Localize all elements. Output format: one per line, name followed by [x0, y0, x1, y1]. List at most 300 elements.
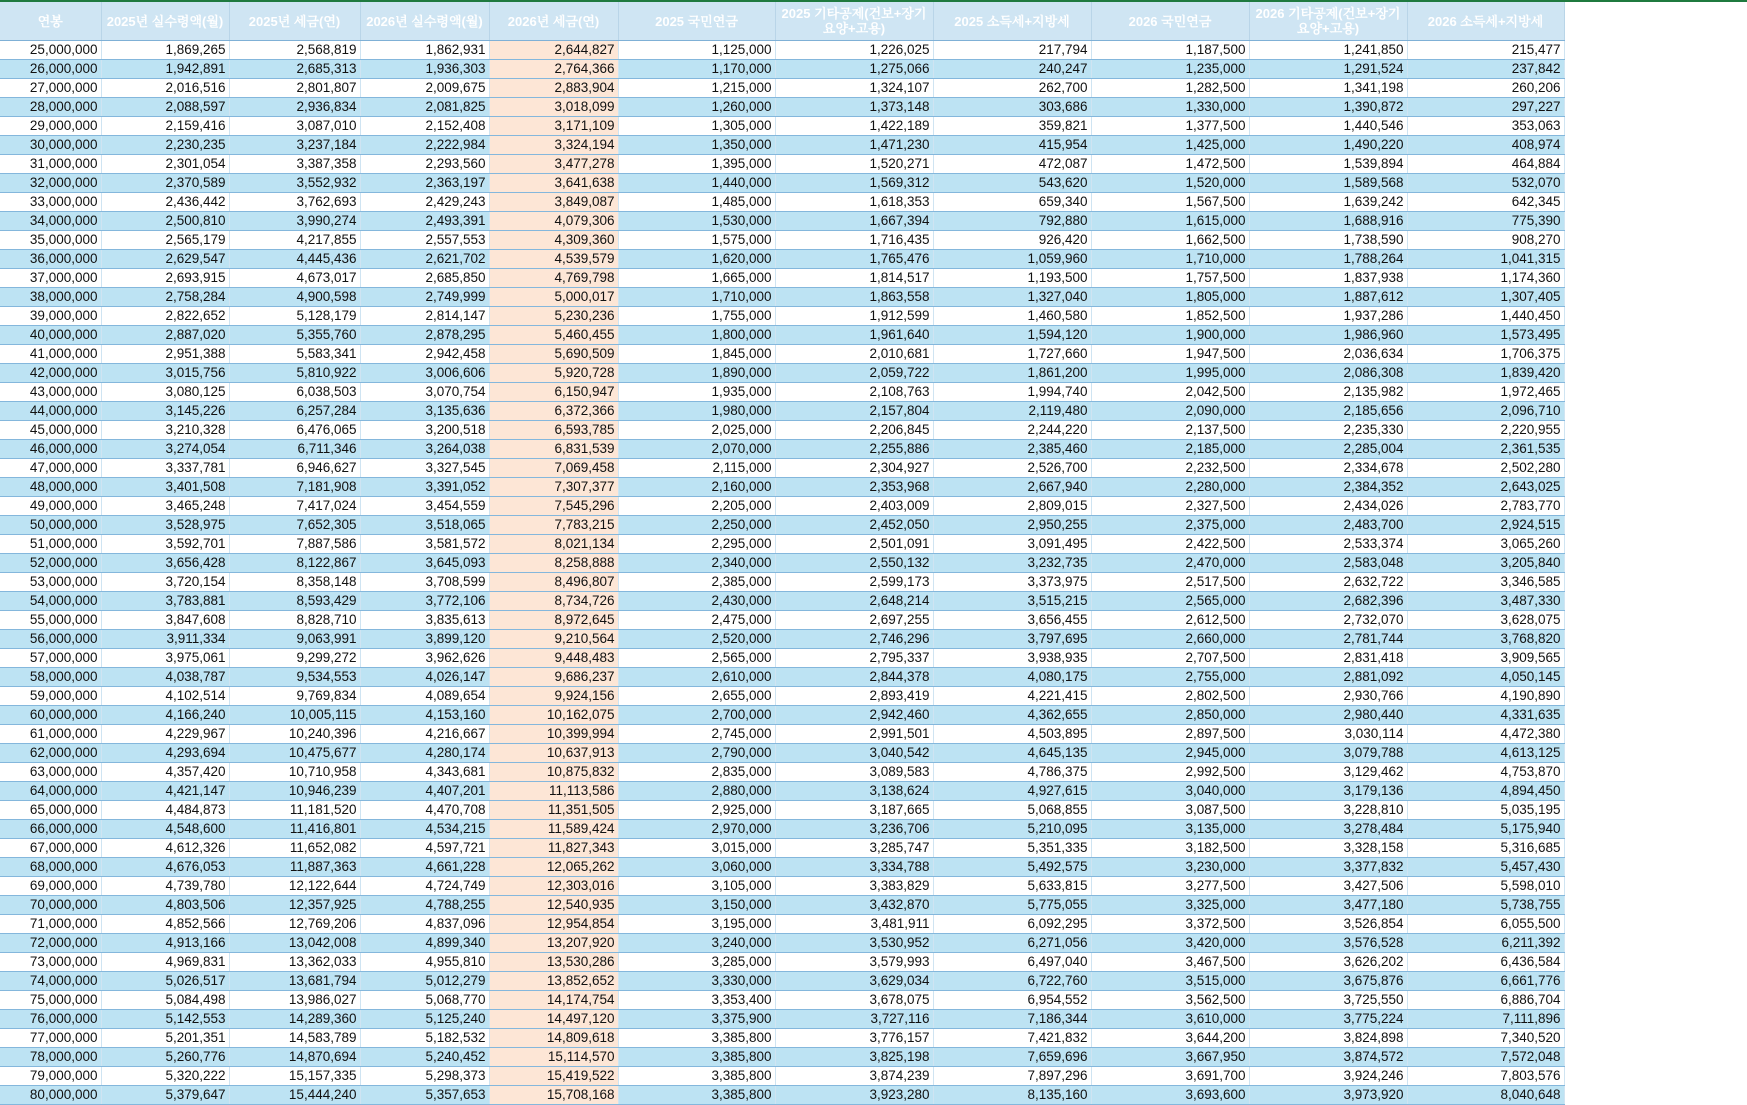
table-cell[interactable]: 6,257,284	[229, 402, 360, 421]
table-cell[interactable]: 2,565,000	[1091, 592, 1249, 611]
table-cell[interactable]: 46,000,000	[0, 440, 101, 459]
table-cell[interactable]: 3,835,613	[360, 611, 489, 630]
table-cell[interactable]: 3,656,455	[933, 611, 1091, 630]
table-cell[interactable]: 2,135,982	[1249, 383, 1407, 402]
table-cell[interactable]: 926,420	[933, 231, 1091, 250]
table-cell[interactable]: 2,452,050	[775, 516, 933, 535]
table-cell[interactable]: 4,613,125	[1407, 744, 1564, 763]
table-cell[interactable]: 3,129,462	[1249, 763, 1407, 782]
table-cell[interactable]: 3,420,000	[1091, 934, 1249, 953]
table-cell[interactable]: 10,162,075	[489, 706, 618, 725]
table-cell[interactable]: 51,000,000	[0, 535, 101, 554]
table-cell[interactable]: 1,422,189	[775, 117, 933, 136]
table-cell[interactable]: 2,327,500	[1091, 497, 1249, 516]
table-cell[interactable]: 34,000,000	[0, 212, 101, 231]
table-cell[interactable]: 3,579,993	[775, 953, 933, 972]
table-cell[interactable]: 3,644,200	[1091, 1029, 1249, 1048]
table-cell[interactable]: 2,632,722	[1249, 573, 1407, 592]
table-cell[interactable]: 472,087	[933, 155, 1091, 174]
table-cell[interactable]: 40,000,000	[0, 326, 101, 345]
table-cell[interactable]: 3,285,000	[618, 953, 775, 972]
table-cell[interactable]: 1,665,000	[618, 269, 775, 288]
table-cell[interactable]: 2,090,000	[1091, 402, 1249, 421]
table-cell[interactable]: 3,353,400	[618, 991, 775, 1010]
table-cell[interactable]: 5,690,509	[489, 345, 618, 364]
table-cell[interactable]: 74,000,000	[0, 972, 101, 991]
table-cell[interactable]: 5,068,770	[360, 991, 489, 1010]
table-cell[interactable]: 2,430,000	[618, 592, 775, 611]
table-cell[interactable]: 3,277,500	[1091, 877, 1249, 896]
table-cell[interactable]: 2,384,352	[1249, 478, 1407, 497]
table-cell[interactable]: 3,487,330	[1407, 592, 1564, 611]
table-cell[interactable]: 11,652,082	[229, 839, 360, 858]
table-cell[interactable]: 4,534,215	[360, 820, 489, 839]
table-cell[interactable]: 1,662,500	[1091, 231, 1249, 250]
table-cell[interactable]: 31,000,000	[0, 155, 101, 174]
table-cell[interactable]: 11,416,801	[229, 820, 360, 839]
table-cell[interactable]: 4,309,360	[489, 231, 618, 250]
table-cell[interactable]: 1,260,000	[618, 98, 775, 117]
table-cell[interactable]: 3,849,087	[489, 193, 618, 212]
table-cell[interactable]: 4,786,375	[933, 763, 1091, 782]
table-cell[interactable]: 1,716,435	[775, 231, 933, 250]
table-cell[interactable]: 1,226,025	[775, 41, 933, 60]
table-cell[interactable]: 1,440,546	[1249, 117, 1407, 136]
table-cell[interactable]: 2,936,834	[229, 98, 360, 117]
table-cell[interactable]: 1,615,000	[1091, 212, 1249, 231]
table-cell[interactable]: 7,572,048	[1407, 1048, 1564, 1067]
table-cell[interactable]: 2,222,984	[360, 136, 489, 155]
table-cell[interactable]: 9,686,237	[489, 668, 618, 687]
table-cell[interactable]: 2,945,000	[1091, 744, 1249, 763]
table-cell[interactable]: 50,000,000	[0, 516, 101, 535]
table-cell[interactable]: 45,000,000	[0, 421, 101, 440]
table-cell[interactable]: 67,000,000	[0, 839, 101, 858]
table-cell[interactable]: 63,000,000	[0, 763, 101, 782]
table-cell[interactable]: 1,569,312	[775, 174, 933, 193]
table-cell[interactable]: 71,000,000	[0, 915, 101, 934]
table-cell[interactable]: 2,814,147	[360, 307, 489, 326]
table-cell[interactable]: 3,874,572	[1249, 1048, 1407, 1067]
table-cell[interactable]: 2,500,810	[101, 212, 229, 231]
table-cell[interactable]: 4,894,450	[1407, 782, 1564, 801]
table-cell[interactable]: 2,881,092	[1249, 668, 1407, 687]
table-cell[interactable]: 10,475,677	[229, 744, 360, 763]
table-cell[interactable]: 1,861,200	[933, 364, 1091, 383]
table-cell[interactable]: 3,481,911	[775, 915, 933, 934]
table-cell[interactable]: 1,912,599	[775, 307, 933, 326]
table-cell[interactable]: 1,373,148	[775, 98, 933, 117]
table-cell[interactable]: 3,528,975	[101, 516, 229, 535]
table-cell[interactable]: 42,000,000	[0, 364, 101, 383]
table-cell[interactable]: 1,567,500	[1091, 193, 1249, 212]
table-cell[interactable]: 5,320,222	[101, 1067, 229, 1086]
table-cell[interactable]: 3,385,800	[618, 1048, 775, 1067]
table-cell[interactable]: 415,954	[933, 136, 1091, 155]
table-cell[interactable]: 6,711,346	[229, 440, 360, 459]
table-cell[interactable]: 4,837,096	[360, 915, 489, 934]
table-cell[interactable]: 659,340	[933, 193, 1091, 212]
table-cell[interactable]: 2,801,807	[229, 79, 360, 98]
table-cell[interactable]: 4,803,506	[101, 896, 229, 915]
table-cell[interactable]: 7,111,896	[1407, 1010, 1564, 1029]
table-cell[interactable]: 1,863,558	[775, 288, 933, 307]
table-cell[interactable]: 8,122,867	[229, 554, 360, 573]
table-cell[interactable]: 3,385,800	[618, 1067, 775, 1086]
table-cell[interactable]: 3,768,820	[1407, 630, 1564, 649]
table-cell[interactable]: 4,645,135	[933, 744, 1091, 763]
table-cell[interactable]: 4,753,870	[1407, 763, 1564, 782]
table-cell[interactable]: 792,880	[933, 212, 1091, 231]
table-cell[interactable]: 2,301,054	[101, 155, 229, 174]
table-cell[interactable]: 3,727,116	[775, 1010, 933, 1029]
table-cell[interactable]: 61,000,000	[0, 725, 101, 744]
table-cell[interactable]: 2,685,313	[229, 60, 360, 79]
table-cell[interactable]: 3,015,000	[618, 839, 775, 858]
table-cell[interactable]: 3,762,693	[229, 193, 360, 212]
table-cell[interactable]: 2,220,955	[1407, 421, 1564, 440]
table-cell[interactable]: 5,351,335	[933, 839, 1091, 858]
table-cell[interactable]: 10,637,913	[489, 744, 618, 763]
table-cell[interactable]: 543,620	[933, 174, 1091, 193]
table-cell[interactable]: 1,350,000	[618, 136, 775, 155]
table-cell[interactable]: 53,000,000	[0, 573, 101, 592]
table-cell[interactable]: 2,893,419	[775, 687, 933, 706]
table-cell[interactable]: 2,042,500	[1091, 383, 1249, 402]
table-cell[interactable]: 2,244,220	[933, 421, 1091, 440]
table-cell[interactable]: 353,063	[1407, 117, 1564, 136]
table-cell[interactable]: 6,497,040	[933, 953, 1091, 972]
table-cell[interactable]: 2,185,656	[1249, 402, 1407, 421]
table-cell[interactable]: 5,012,279	[360, 972, 489, 991]
table-cell[interactable]: 5,000,017	[489, 288, 618, 307]
table-cell[interactable]: 3,285,747	[775, 839, 933, 858]
table-cell[interactable]: 1,324,107	[775, 79, 933, 98]
table-cell[interactable]: 3,327,545	[360, 459, 489, 478]
table-cell[interactable]: 4,676,053	[101, 858, 229, 877]
table-cell[interactable]: 4,050,145	[1407, 668, 1564, 687]
table-cell[interactable]: 2,475,000	[618, 611, 775, 630]
table-cell[interactable]: 3,274,054	[101, 440, 229, 459]
table-cell[interactable]: 2,340,000	[618, 554, 775, 573]
table-cell[interactable]: 3,576,528	[1249, 934, 1407, 953]
table-cell[interactable]: 2,764,366	[489, 60, 618, 79]
table-cell[interactable]: 7,069,458	[489, 459, 618, 478]
table-cell[interactable]: 10,399,994	[489, 725, 618, 744]
table-cell[interactable]: 1,972,465	[1407, 383, 1564, 402]
table-cell[interactable]: 2,025,000	[618, 421, 775, 440]
table-cell[interactable]: 4,038,787	[101, 668, 229, 687]
table-cell[interactable]: 2,185,000	[1091, 440, 1249, 459]
table-cell[interactable]: 3,018,099	[489, 98, 618, 117]
table-cell[interactable]: 10,875,832	[489, 763, 618, 782]
table-cell[interactable]: 25,000,000	[0, 41, 101, 60]
table-cell[interactable]: 8,828,710	[229, 611, 360, 630]
table-cell[interactable]: 54,000,000	[0, 592, 101, 611]
table-cell[interactable]: 1,852,500	[1091, 307, 1249, 326]
table-cell[interactable]: 15,114,570	[489, 1048, 618, 1067]
table-cell[interactable]: 1,890,000	[618, 364, 775, 383]
table-cell[interactable]: 1,327,040	[933, 288, 1091, 307]
table-cell[interactable]: 4,969,831	[101, 953, 229, 972]
table-cell[interactable]: 5,084,498	[101, 991, 229, 1010]
table-cell[interactable]: 6,946,627	[229, 459, 360, 478]
table-cell[interactable]: 2,746,296	[775, 630, 933, 649]
table-cell[interactable]: 3,626,202	[1249, 953, 1407, 972]
table-cell[interactable]: 3,182,500	[1091, 839, 1249, 858]
table-cell[interactable]: 1,170,000	[618, 60, 775, 79]
table-cell[interactable]: 6,211,392	[1407, 934, 1564, 953]
table-cell[interactable]: 2,250,000	[618, 516, 775, 535]
table-cell[interactable]: 1,667,394	[775, 212, 933, 231]
table-cell[interactable]: 3,324,194	[489, 136, 618, 155]
table-cell[interactable]: 2,520,000	[618, 630, 775, 649]
table-cell[interactable]: 11,827,343	[489, 839, 618, 858]
table-cell[interactable]: 4,927,615	[933, 782, 1091, 801]
table-cell[interactable]: 1,390,872	[1249, 98, 1407, 117]
table-cell[interactable]: 14,583,789	[229, 1029, 360, 1048]
table-cell[interactable]: 14,870,694	[229, 1048, 360, 1067]
table-cell[interactable]: 2,070,000	[618, 440, 775, 459]
header-2026-income-tax[interactable]: 2026 소득세+지방세	[1407, 2, 1564, 41]
table-cell[interactable]: 1,440,000	[618, 174, 775, 193]
table-cell[interactable]: 3,080,125	[101, 383, 229, 402]
table-cell[interactable]: 1,425,000	[1091, 136, 1249, 155]
table-cell[interactable]: 6,593,785	[489, 421, 618, 440]
table-cell[interactable]: 4,955,810	[360, 953, 489, 972]
table-cell[interactable]: 2,660,000	[1091, 630, 1249, 649]
table-cell[interactable]: 3,187,665	[775, 801, 933, 820]
table-cell[interactable]: 2,152,408	[360, 117, 489, 136]
table-cell[interactable]: 1,688,916	[1249, 212, 1407, 231]
table-cell[interactable]: 3,924,246	[1249, 1067, 1407, 1086]
table-cell[interactable]: 1,193,500	[933, 269, 1091, 288]
table-cell[interactable]: 1,618,353	[775, 193, 933, 212]
table-cell[interactable]: 4,229,967	[101, 725, 229, 744]
table-cell[interactable]: 5,460,455	[489, 326, 618, 345]
table-cell[interactable]: 73,000,000	[0, 953, 101, 972]
table-cell[interactable]: 2,088,597	[101, 98, 229, 117]
table-cell[interactable]: 1,937,286	[1249, 307, 1407, 326]
table-cell[interactable]: 3,720,154	[101, 573, 229, 592]
table-cell[interactable]: 3,171,109	[489, 117, 618, 136]
table-cell[interactable]: 2,385,000	[618, 573, 775, 592]
table-cell[interactable]: 2,942,458	[360, 345, 489, 364]
table-cell[interactable]: 2,206,845	[775, 421, 933, 440]
table-cell[interactable]: 3,040,542	[775, 744, 933, 763]
table-cell[interactable]: 2,667,940	[933, 478, 1091, 497]
table-cell[interactable]: 3,923,280	[775, 1086, 933, 1105]
table-cell[interactable]: 6,661,776	[1407, 972, 1564, 991]
table-cell[interactable]: 3,385,800	[618, 1029, 775, 1048]
table-cell[interactable]: 3,278,484	[1249, 820, 1407, 839]
table-cell[interactable]: 5,492,575	[933, 858, 1091, 877]
table-cell[interactable]: 1,837,938	[1249, 269, 1407, 288]
table-cell[interactable]: 57,000,000	[0, 649, 101, 668]
table-cell[interactable]: 642,345	[1407, 193, 1564, 212]
table-cell[interactable]: 3,641,638	[489, 174, 618, 193]
table-cell[interactable]: 1,935,000	[618, 383, 775, 402]
table-cell[interactable]: 1,788,264	[1249, 250, 1407, 269]
table-cell[interactable]: 3,387,358	[229, 155, 360, 174]
table-cell[interactable]: 48,000,000	[0, 478, 101, 497]
table-cell[interactable]: 6,722,760	[933, 972, 1091, 991]
table-cell[interactable]: 3,530,952	[775, 934, 933, 953]
table-cell[interactable]: 52,000,000	[0, 554, 101, 573]
table-cell[interactable]: 4,539,579	[489, 250, 618, 269]
table-cell[interactable]: 2,526,700	[933, 459, 1091, 478]
table-cell[interactable]: 2,583,048	[1249, 554, 1407, 573]
table-cell[interactable]: 908,270	[1407, 231, 1564, 250]
table-cell[interactable]: 4,080,175	[933, 668, 1091, 687]
table-cell[interactable]: 3,656,428	[101, 554, 229, 573]
table-cell[interactable]: 6,476,065	[229, 421, 360, 440]
table-cell[interactable]: 6,372,366	[489, 402, 618, 421]
table-cell[interactable]: 41,000,000	[0, 345, 101, 364]
table-cell[interactable]: 2,781,744	[1249, 630, 1407, 649]
table-cell[interactable]: 12,540,935	[489, 896, 618, 915]
header-2025-pension[interactable]: 2025 국민연금	[618, 2, 775, 41]
table-cell[interactable]: 2,295,000	[618, 535, 775, 554]
table-cell[interactable]: 5,035,195	[1407, 801, 1564, 820]
table-cell[interactable]: 3,373,975	[933, 573, 1091, 592]
table-cell[interactable]: 2,159,416	[101, 117, 229, 136]
table-cell[interactable]: 1,520,000	[1091, 174, 1249, 193]
table-cell[interactable]: 3,375,900	[618, 1010, 775, 1029]
table-cell[interactable]: 1,589,568	[1249, 174, 1407, 193]
table-cell[interactable]: 3,552,932	[229, 174, 360, 193]
table-cell[interactable]: 68,000,000	[0, 858, 101, 877]
table-cell[interactable]: 3,135,000	[1091, 820, 1249, 839]
table-cell[interactable]: 1,520,271	[775, 155, 933, 174]
table-cell[interactable]: 12,769,206	[229, 915, 360, 934]
table-cell[interactable]: 7,307,377	[489, 478, 618, 497]
table-cell[interactable]: 4,190,890	[1407, 687, 1564, 706]
table-cell[interactable]: 6,831,539	[489, 440, 618, 459]
table-cell[interactable]: 1,706,375	[1407, 345, 1564, 364]
table-cell[interactable]: 4,739,780	[101, 877, 229, 896]
table-cell[interactable]: 3,228,810	[1249, 801, 1407, 820]
table-cell[interactable]: 3,515,000	[1091, 972, 1249, 991]
table-cell[interactable]: 4,217,855	[229, 231, 360, 250]
table-cell[interactable]: 10,946,239	[229, 782, 360, 801]
table-cell[interactable]: 10,005,115	[229, 706, 360, 725]
table-cell[interactable]: 49,000,000	[0, 497, 101, 516]
table-cell[interactable]: 4,216,667	[360, 725, 489, 744]
table-cell[interactable]: 1,900,000	[1091, 326, 1249, 345]
table-cell[interactable]: 3,678,075	[775, 991, 933, 1010]
table-cell[interactable]: 7,897,296	[933, 1067, 1091, 1086]
header-2026-tax-annual[interactable]: 2026년 세금(연)	[489, 2, 618, 41]
table-cell[interactable]: 5,068,855	[933, 801, 1091, 820]
table-cell[interactable]: 5,598,010	[1407, 877, 1564, 896]
table-cell[interactable]: 215,477	[1407, 41, 1564, 60]
table-cell[interactable]: 1,738,590	[1249, 231, 1407, 250]
table-cell[interactable]: 3,990,274	[229, 212, 360, 231]
header-salary[interactable]: 연봉	[0, 2, 101, 41]
table-cell[interactable]: 3,797,695	[933, 630, 1091, 649]
table-cell[interactable]: 7,783,215	[489, 516, 618, 535]
table-cell[interactable]: 36,000,000	[0, 250, 101, 269]
table-cell[interactable]: 5,355,760	[229, 326, 360, 345]
table-cell[interactable]: 6,436,584	[1407, 953, 1564, 972]
header-2026-other-deductions[interactable]: 2026 기타공제(건보+장기요양+고용)	[1249, 2, 1407, 41]
table-cell[interactable]: 1,341,198	[1249, 79, 1407, 98]
table-cell[interactable]: 55,000,000	[0, 611, 101, 630]
table-cell[interactable]: 4,724,749	[360, 877, 489, 896]
table-cell[interactable]: 15,708,168	[489, 1086, 618, 1105]
table-cell[interactable]: 3,708,599	[360, 573, 489, 592]
table-cell[interactable]: 3,230,000	[1091, 858, 1249, 877]
table-cell[interactable]: 1,765,476	[775, 250, 933, 269]
table-cell[interactable]: 2,844,378	[775, 668, 933, 687]
table-cell[interactable]: 2,783,770	[1407, 497, 1564, 516]
table-cell[interactable]: 2,707,500	[1091, 649, 1249, 668]
table-cell[interactable]: 77,000,000	[0, 1029, 101, 1048]
table-cell[interactable]: 2,809,015	[933, 497, 1091, 516]
table-cell[interactable]: 5,810,922	[229, 364, 360, 383]
table-cell[interactable]: 9,210,564	[489, 630, 618, 649]
table-cell[interactable]: 2,648,214	[775, 592, 933, 611]
table-cell[interactable]: 3,346,585	[1407, 573, 1564, 592]
table-cell[interactable]: 5,201,351	[101, 1029, 229, 1048]
table-cell[interactable]: 3,040,000	[1091, 782, 1249, 801]
table-cell[interactable]: 26,000,000	[0, 60, 101, 79]
table-cell[interactable]: 2,557,553	[360, 231, 489, 250]
table-cell[interactable]: 9,769,834	[229, 687, 360, 706]
table-cell[interactable]: 8,593,429	[229, 592, 360, 611]
table-cell[interactable]: 3,150,000	[618, 896, 775, 915]
table-cell[interactable]: 1,947,500	[1091, 345, 1249, 364]
table-cell[interactable]: 5,738,755	[1407, 896, 1564, 915]
table-cell[interactable]: 7,181,908	[229, 478, 360, 497]
table-cell[interactable]: 9,534,553	[229, 668, 360, 687]
table-cell[interactable]: 2,232,500	[1091, 459, 1249, 478]
table-cell[interactable]: 2,883,904	[489, 79, 618, 98]
table-cell[interactable]: 4,421,147	[101, 782, 229, 801]
table-cell[interactable]: 7,545,296	[489, 497, 618, 516]
table-cell[interactable]: 2,230,235	[101, 136, 229, 155]
table-cell[interactable]: 2,992,500	[1091, 763, 1249, 782]
table-cell[interactable]: 2,160,000	[618, 478, 775, 497]
table-cell[interactable]: 1,710,000	[618, 288, 775, 307]
table-cell[interactable]: 2,304,927	[775, 459, 933, 478]
table-cell[interactable]: 2,205,000	[618, 497, 775, 516]
table-cell[interactable]: 29,000,000	[0, 117, 101, 136]
table-cell[interactable]: 8,358,148	[229, 573, 360, 592]
table-cell[interactable]: 1,575,000	[618, 231, 775, 250]
table-cell[interactable]: 3,667,950	[1091, 1048, 1249, 1067]
table-cell[interactable]: 2,790,000	[618, 744, 775, 763]
table-cell[interactable]: 2,682,396	[1249, 592, 1407, 611]
table-cell[interactable]: 2,697,255	[775, 611, 933, 630]
table-cell[interactable]: 3,783,881	[101, 592, 229, 611]
table-cell[interactable]: 1,395,000	[618, 155, 775, 174]
table-cell[interactable]: 14,289,360	[229, 1010, 360, 1029]
table-cell[interactable]: 5,298,373	[360, 1067, 489, 1086]
table-cell[interactable]: 2,363,197	[360, 174, 489, 193]
table-cell[interactable]: 1,174,360	[1407, 269, 1564, 288]
table-cell[interactable]: 3,205,840	[1407, 554, 1564, 573]
table-cell[interactable]: 5,128,179	[229, 307, 360, 326]
table-cell[interactable]: 1,710,000	[1091, 250, 1249, 269]
table-cell[interactable]: 2,059,722	[775, 364, 933, 383]
table-cell[interactable]: 2,850,000	[1091, 706, 1249, 725]
table-cell[interactable]: 8,734,726	[489, 592, 618, 611]
table-cell[interactable]: 4,089,654	[360, 687, 489, 706]
table-cell[interactable]: 2,108,763	[775, 383, 933, 402]
table-cell[interactable]: 3,264,038	[360, 440, 489, 459]
